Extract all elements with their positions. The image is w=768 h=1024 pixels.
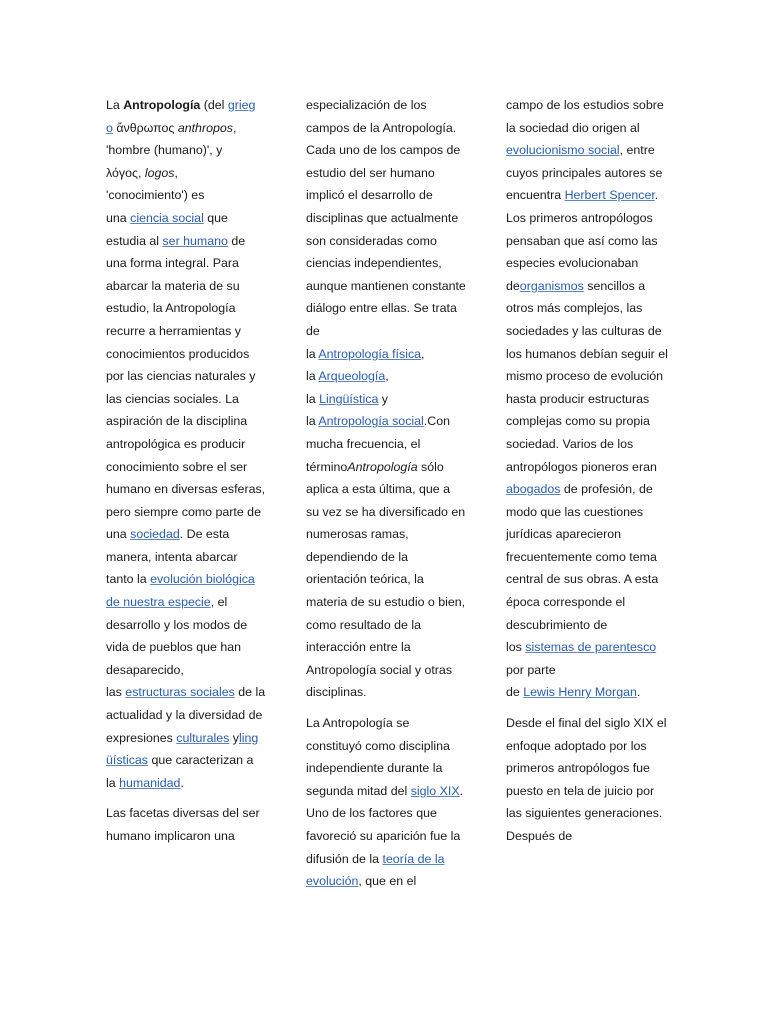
link-linguisticas-cont[interactable]: üísticas xyxy=(106,753,149,768)
paragraph-desde-final: Desde el final del siglo XIX el enfoque adoptado por los primeros antropólogos fue puesto en tela de juicio por las siguientes generaciones. Después de xyxy=(506,716,667,843)
text: sólo aplica a esta última, que a su vez se ha diversificado en numerosas ramas, dependiendo de la orientación teórica, la materia de su estudio o bien, como resultado de la interacción entre la Antropología social y otras disciplinas. xyxy=(306,459,466,700)
text: de xyxy=(506,685,524,700)
link-siglo-xix[interactable]: siglo XIX xyxy=(410,783,460,798)
column-1 xyxy=(106,94,266,848)
text: la xyxy=(306,369,319,384)
italic-antropologia: Antropología xyxy=(347,459,418,474)
link-ciencia-social[interactable]: ciencia social xyxy=(130,210,204,225)
link-humanidad[interactable]: humanidad xyxy=(119,775,181,790)
greek-anthropos: ἄνθρωπος xyxy=(112,120,178,135)
text: la xyxy=(106,775,120,790)
text: , el desarrollo y los modos de vida de pueblos que han desaparecido, xyxy=(106,595,248,677)
text: las xyxy=(106,685,126,700)
text: , xyxy=(174,165,178,180)
text: , xyxy=(137,165,145,180)
text: , xyxy=(421,346,425,361)
link-lewis-henry-morgan[interactable]: Lewis Henry Morgan xyxy=(523,685,637,700)
text: la xyxy=(306,414,319,429)
text: . Los primeros antropólogos pensaban que así como las especies evolucionaban xyxy=(506,188,659,271)
link-estructuras-sociales[interactable]: estructuras sociales xyxy=(125,685,235,700)
text: una forma integral. Para abarcar la materia de su estudio, la Antropología recurre a herramientas y conocimientos producidos por las ciencias naturales y las ciencias sociales. La aspiración de la disciplina antropológica es producir conocimiento sobre el ser humano en diversas esferas, pero siempre como parte de xyxy=(106,256,266,519)
link-teoria-evolucion[interactable]: teoría de la evolución xyxy=(306,851,445,889)
text: , xyxy=(232,120,237,135)
text: por parte xyxy=(506,662,556,677)
column-2 xyxy=(306,94,466,893)
text: una xyxy=(106,210,131,225)
link-culturales[interactable]: culturales xyxy=(176,730,230,745)
text: 'hombre (humano)', y xyxy=(106,143,223,158)
text: y xyxy=(378,391,388,406)
link-evolucionismo-social[interactable]: evolucionismo social xyxy=(506,143,620,158)
text: La Antropología se constituyó como disciplina independiente durante la segunda mitad del xyxy=(306,716,450,798)
text: de xyxy=(227,233,246,248)
text: los xyxy=(506,640,526,655)
link-sistemas-parentesco[interactable]: sistemas de parentesco xyxy=(525,640,657,655)
italic-logos: logos xyxy=(144,165,175,180)
text: la xyxy=(306,391,320,406)
italic-anthropos: anthropos xyxy=(177,120,233,135)
link-griego-cont[interactable]: o xyxy=(106,120,113,135)
text: 'conocimiento') es xyxy=(106,188,205,203)
paragraph-constitucion xyxy=(306,712,466,893)
text: . xyxy=(180,775,184,790)
paragraph-facetas: Las facetas diversas del ser humano implicaron una xyxy=(106,806,260,843)
text: especialización de los campos de la Antropología. Cada uno de los campos de estudio del ser humano implicó el desarrollo de disciplinas que actualmente son consideradas como ciencias independientes, aunque mantienen constante diálogo entre ellas. Se trata de xyxy=(306,98,466,338)
text: de xyxy=(506,278,520,293)
text: de profesión, de modo que las cuestiones jurídicas aparecieron frecuentemente como tema central de sus obras. A esta época corresponde el descubrimiento de xyxy=(506,482,659,632)
text: .Con mucha frecuencia, el xyxy=(306,414,450,451)
link-griego[interactable]: grieg xyxy=(227,98,256,112)
paragraph-intro xyxy=(106,94,266,794)
text: , entre cuyos principales autores se encuentra xyxy=(506,143,663,203)
link-antropologia-fisica[interactable]: Antropología física xyxy=(318,346,422,361)
greek-logos: λόγος xyxy=(106,165,138,180)
text: término xyxy=(306,459,348,474)
link-arqueologia[interactable]: Arqueología xyxy=(318,369,386,384)
link-sociedad[interactable]: sociedad xyxy=(130,527,180,542)
text: de la actualidad y la diversidad de xyxy=(106,685,266,723)
text: , xyxy=(385,369,389,384)
text: una xyxy=(106,527,131,542)
text: y xyxy=(229,730,239,745)
text: La xyxy=(106,98,124,112)
link-ser-humano[interactable]: ser humano xyxy=(162,233,228,248)
link-antropologia-social[interactable]: Antropología social xyxy=(318,414,424,429)
link-linguistica[interactable]: Lingüística xyxy=(319,391,379,406)
text: sencillos a otros más complejos, las sociedades y las culturas de los humanos debían seguir el mismo proceso de evolución hasta producir estructuras complejas como su propia sociedad. Varios de los antropólogos pioneros eran xyxy=(506,278,668,474)
column-3 xyxy=(506,94,668,848)
term-antropologia: Antropología xyxy=(123,98,201,112)
paragraph-especializacion xyxy=(306,94,466,704)
text: la xyxy=(306,346,319,361)
text: . Uno de los factores que favoreció su aparición fue la difusión de la xyxy=(306,783,464,866)
paragraph-evolucionismo xyxy=(506,94,668,704)
text: campo de los estudios sobre la sociedad dio origen al xyxy=(506,98,664,135)
text: (del xyxy=(200,98,228,112)
link-herbert-spencer[interactable]: Herbert Spencer xyxy=(564,188,655,203)
link-linguisticas[interactable]: ling xyxy=(238,730,259,745)
text: que xyxy=(203,210,228,225)
link-abogados[interactable]: abogados xyxy=(506,482,561,497)
text: estudia al xyxy=(106,233,163,248)
text: expresiones xyxy=(106,730,177,745)
text: . De esta manera, intenta abarcar tanto la xyxy=(106,527,238,587)
link-evolucion-biologica[interactable]: evolución biológica de nuestra especie xyxy=(106,572,255,610)
text: que caracterizan a xyxy=(148,753,254,768)
link-organismos[interactable]: organismos xyxy=(519,278,584,293)
text: . xyxy=(636,685,641,700)
text: , que en el xyxy=(358,874,417,889)
